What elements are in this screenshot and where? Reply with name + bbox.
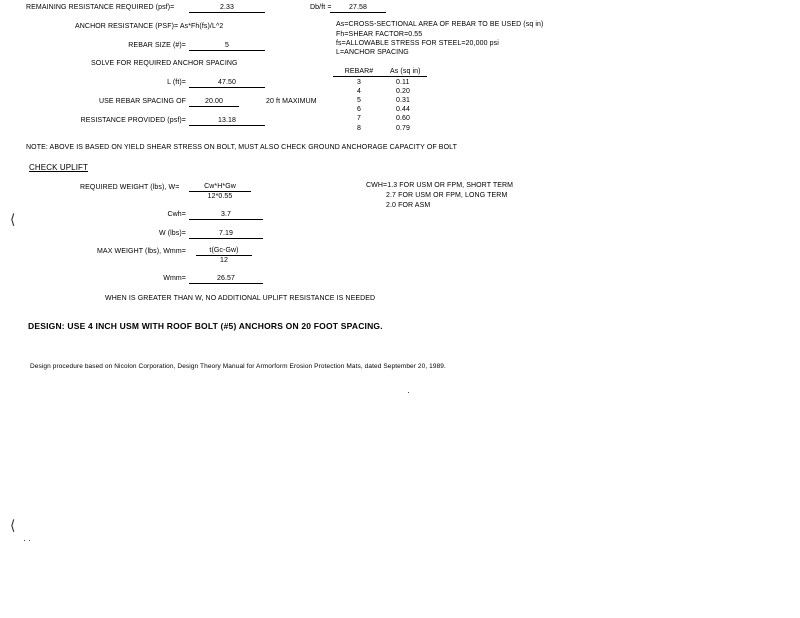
wmm-value: 26.57 <box>189 274 263 284</box>
max-weight-label: MAX WEIGHT (lbs), Wmm= <box>97 248 186 255</box>
footnote: Design procedure based on Nicolon Corporation, Design Theory Manual for Armorform Erosion Protection Mats, dated September 20, 1989. <box>30 363 446 370</box>
table-row-as: 0.20 <box>396 88 411 95</box>
rebar-table-header-rebar: REBAR# <box>344 68 374 75</box>
rebar-table-header-as: As (sq in) <box>390 68 421 75</box>
use-spacing-label: USE REBAR SPACING OF <box>98 98 186 105</box>
use-spacing-value: 20.00 <box>189 97 239 107</box>
uplift-note: WHEN IS GREATER THAN W, NO ADDITIONAL UPLIFT RESISTANCE IS NEEDED <box>105 295 376 302</box>
max-weight-denominator: 12 <box>220 257 228 264</box>
l-value: 47.50 <box>189 78 265 88</box>
definition-fh: Fh=SHEAR FACTOR=0.55 <box>336 31 423 38</box>
table-row-rebar: 8 <box>357 125 361 132</box>
check-uplift-heading: CHECK UPLIFT <box>29 163 88 172</box>
solve-heading: SOLVE FOR REQUIRED ANCHOR SPACING <box>91 60 238 67</box>
wmm-label: Wmm= <box>163 275 186 282</box>
table-row-as: 0.60 <box>396 115 411 122</box>
max-spacing-note: 20 ft MAXIMUM <box>266 98 317 105</box>
table-row-as: 0.31 <box>396 97 411 104</box>
db-label: Db/ft = <box>310 4 332 11</box>
anchor-resistance-formula: ANCHOR RESISTANCE (PSF)= As*Fh(fs)/L^2 <box>75 23 224 30</box>
table-row-as: 0.79 <box>396 125 411 132</box>
cwh-option: 2.7 FOR USM OR FPM, LONG TERM <box>386 192 508 199</box>
definition-fs: fs=ALLOWABLE STRESS FOR STEEL=20,000 psi <box>336 40 499 47</box>
max-weight-numerator: t(Gc-Gw) <box>196 246 252 256</box>
scan-mark <box>29 540 30 541</box>
scan-mark <box>408 392 409 393</box>
table-row-rebar: 3 <box>357 79 361 86</box>
required-weight-label: REQUIRED WEIGHT (lbs), W= <box>80 184 180 191</box>
w-value: 7.19 <box>189 229 263 239</box>
table-row-as: 0.11 <box>396 79 410 86</box>
remaining-resistance-value: 2.33 <box>189 3 265 13</box>
w-label: W (lbs)= <box>158 230 186 237</box>
resistance-provided-label: RESISTANCE PROVIDED (psf)= <box>80 117 186 124</box>
note-text: NOTE: ABOVE IS BASED ON YIELD SHEAR STRESS ON BOLT, MUST ALSO CHECK GROUND ANCHORAGE CAPACITY OF BOLT <box>26 144 457 151</box>
scan-mark: ⟨ <box>10 211 16 227</box>
db-value: 27.58 <box>330 3 386 13</box>
rebar-size-value: 5 <box>189 41 265 51</box>
resistance-provided-value: 13.18 <box>189 116 265 126</box>
rebar-size-label: REBAR SIZE (#)= <box>128 42 186 49</box>
cwh-option: CWH=1.3 FOR USM OR FPM, SHORT TERM <box>366 182 514 189</box>
required-weight-denominator: 12*0.55 <box>207 193 233 200</box>
cwh-option: 2.0 FOR ASM <box>386 202 431 209</box>
l-label: L (ft)= <box>167 79 186 86</box>
cwh-value: 3.7 <box>189 210 263 220</box>
remaining-resistance-label: REMAINING RESISTANCE REQUIRED (psf)= <box>26 4 175 11</box>
scan-mark <box>24 540 25 541</box>
design-statement: DESIGN: USE 4 INCH USM WITH ROOF BOLT (#5) ANCHORS ON 20 FOOT SPACING. <box>28 321 383 331</box>
required-weight-numerator: Cw*H*Gw <box>189 182 251 192</box>
table-row-rebar: 5 <box>357 97 361 104</box>
table-row-rebar: 7 <box>357 115 361 122</box>
definition-l: L=ANCHOR SPACING <box>336 49 409 56</box>
table-row-as: 0.44 <box>396 106 411 113</box>
cwh-label: Cwh= <box>167 211 186 218</box>
definition-as: As=CROSS-SECTIONAL AREA OF REBAR TO BE USED (sq in) <box>336 21 544 28</box>
rebar-table-rule <box>333 76 427 77</box>
table-row-rebar: 6 <box>357 106 361 113</box>
table-row-rebar: 4 <box>357 88 361 95</box>
scan-mark: ⟨ <box>10 517 16 533</box>
